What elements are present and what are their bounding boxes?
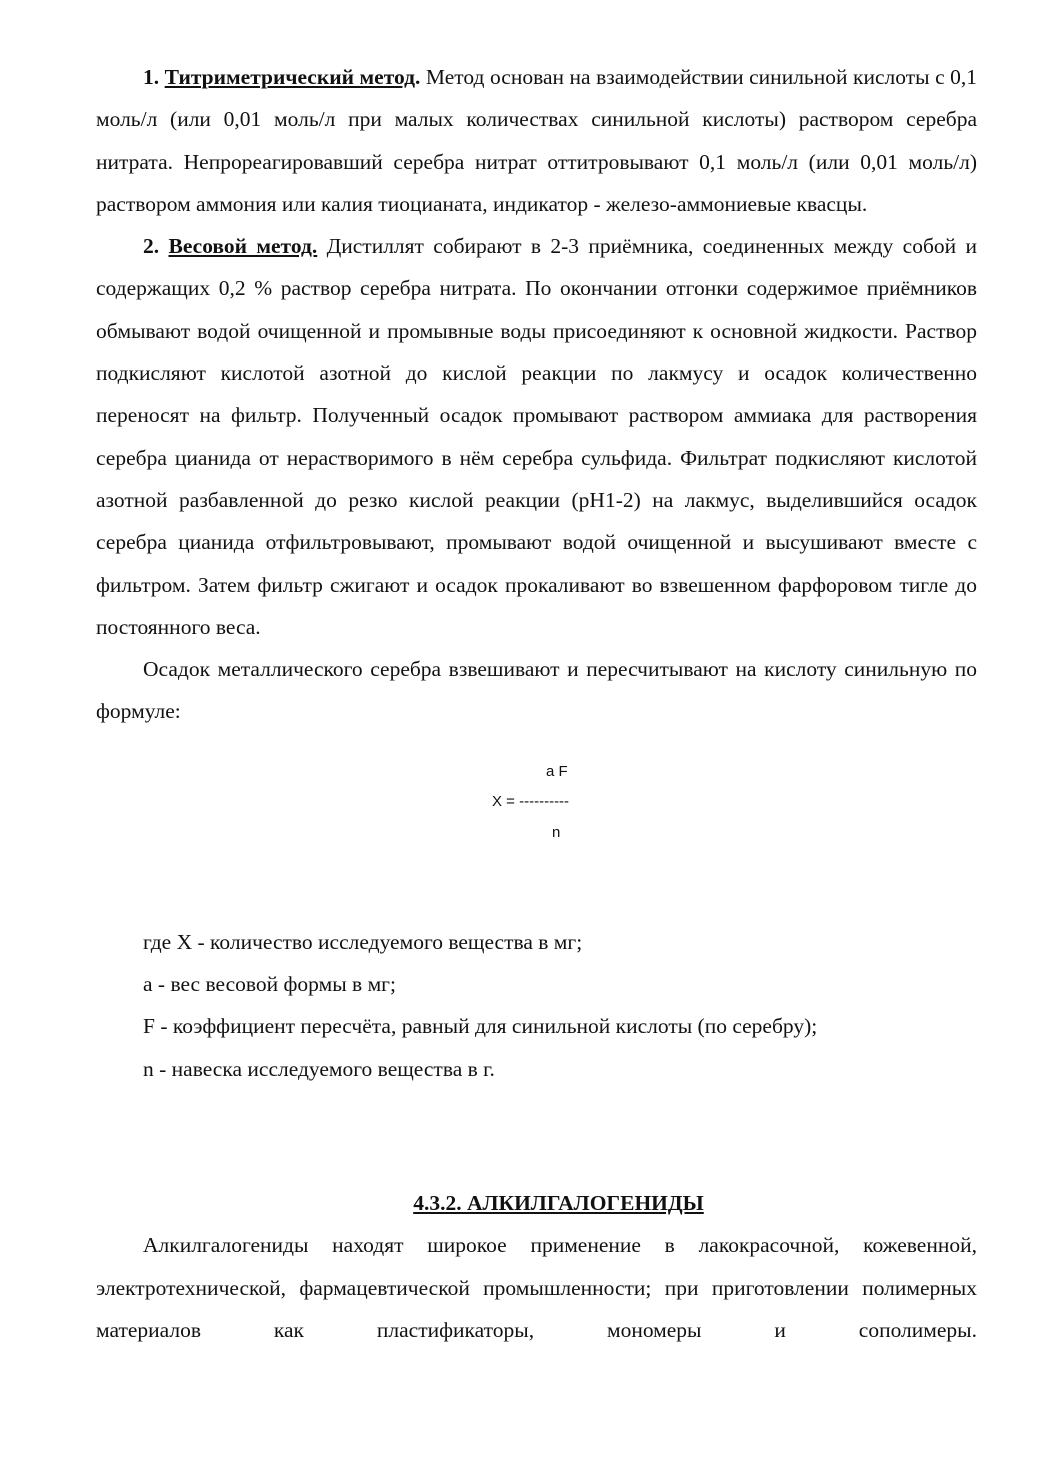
- section-spacer: [96, 1090, 977, 1182]
- section-heading: 4.3.2. АЛКИЛГАЛОГЕНИДЫ: [413, 1190, 704, 1215]
- legend-line-x: где Х - количество исследуемого вещества в мг;: [143, 929, 583, 954]
- method-2-paragraph: [96, 225, 977, 648]
- method-2-heading: [143, 234, 317, 258]
- formula-denominator: n: [552, 823, 561, 841]
- method-1-number: 1.: [143, 65, 160, 89]
- method-1-text: Метод основан на взаимодействии синильной кислоты с 0,1 моль/л (или 0,01 моль/л при малых количествах синильной кислоты) раствором серебра нитрата. Непрореагировавший серебра нитрат оттитровывают 0,1 моль/л (или 0,01 моль/л) раствором аммония или калия тиоцианата, индикатор - железо-аммониевые квасцы.: [96, 65, 978, 216]
- method-1-title: Титриметрический метод: [164, 65, 416, 89]
- method-2-title: Весовой метод.: [168, 234, 318, 259]
- method-1-heading: [143, 65, 420, 89]
- method-1-paragraph: [96, 56, 977, 225]
- section-paragraph: Алкилгалогениды находят широкое применение в лакокрасочной, кожевенной, электротехнической, фармацевтической промышленности; при приготовлении полимерных материалов как пластификаторы, мономеры и сополимеры.: [96, 1233, 977, 1342]
- formula: [96, 733, 977, 921]
- formula-numerator: a F: [546, 762, 568, 780]
- formula-left-side: X = ----------: [492, 792, 570, 810]
- method-2-number: 2.: [143, 234, 160, 259]
- method-2-text: Дистиллят собирают в 2-3 приёмника, соединенных между собой и содержащих 0,2 % раствор серебра нитрата. По окончании отгонки содержимое приёмников обмывают водой очищенной и промывные воды присоединяют к основной жидкости. Раствор подкисляют кислотой азотной до кислой реакции по лакмусу и осадок количественно переносят на фильтр. Полученный осадок промывают раствором аммиака для растворения серебра цианида от нерастворимого в нём серебра сульфида. Фильтрат подкисляют кислотой азотной разбавленной до резко кислой реакции (рН1-2) на лакмус, выделившийся осадок серебра цианида отфильтровывают, промывают водой очищенной и высушивают вместе с фильтром. Затем фильтр сжигают и осадок прокаливают во взвешенном фарфоровом тигле до постоянного веса.: [96, 234, 978, 639]
- legend-line-n: n - навеска исследуемого вещества в г.: [143, 1056, 495, 1081]
- formula-intro-paragraph: Осадок металлического серебра взвешивают и пересчитывают на кислоту синильную по формуле:: [96, 657, 977, 724]
- legend-line-f: F - коэффициент пересчёта, равный для синильной кислоты (по серебру);: [143, 1014, 818, 1039]
- method-1-title-end: .: [415, 65, 421, 89]
- legend-line-a: а - вес весовой формы в мг;: [143, 972, 396, 997]
- document-page: [96, 56, 977, 1351]
